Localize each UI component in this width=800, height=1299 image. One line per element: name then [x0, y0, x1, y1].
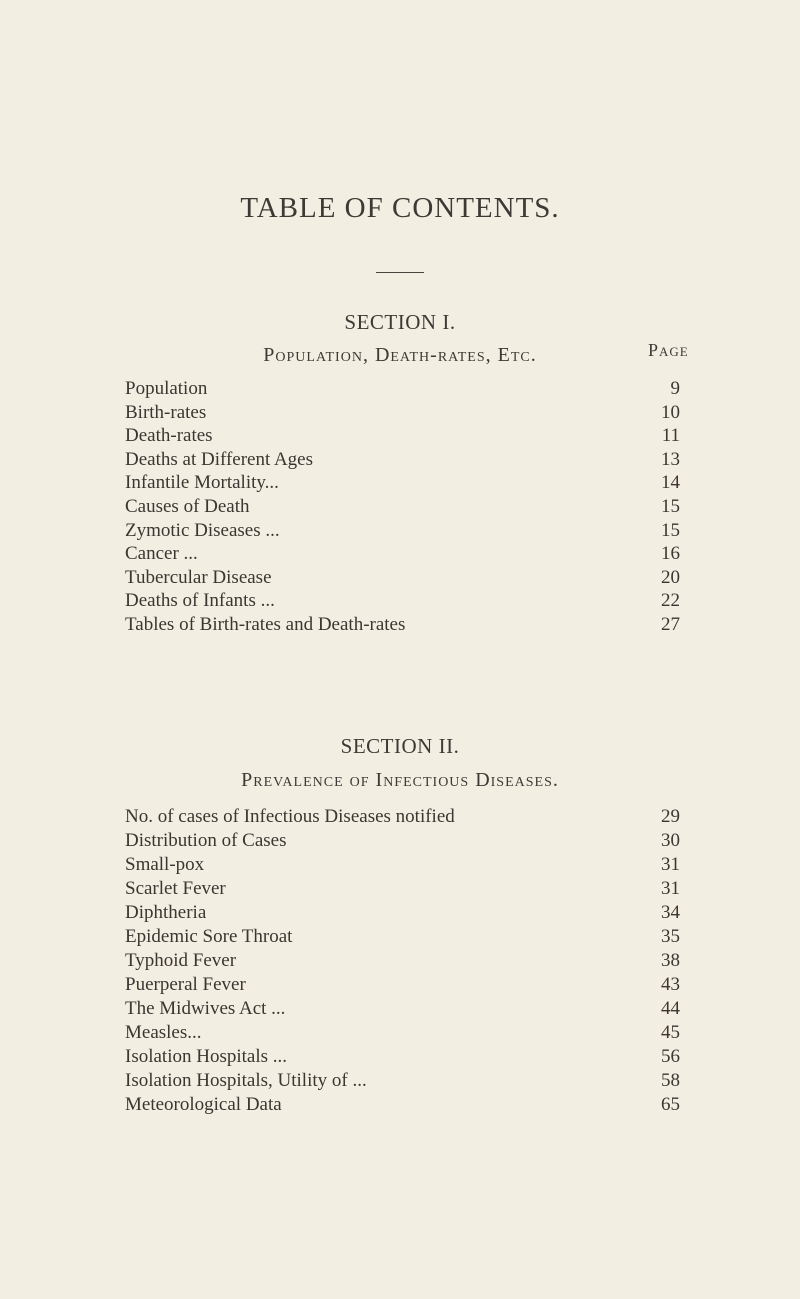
toc-entry [125, 829, 680, 853]
toc-entry-page: 20 [661, 566, 680, 588]
toc-entry-page: 15 [661, 519, 680, 541]
toc-entry-title: Birth-rates [125, 401, 207, 423]
section-1-subheading: Population, Death-rates, Etc. [263, 344, 537, 366]
section-1-heading: SECTION I. [344, 310, 456, 334]
toc-entry [125, 901, 680, 925]
toc-entry-page: 13 [661, 448, 680, 470]
page-title: TABLE OF CONTENTS. [240, 192, 560, 224]
toc-entry-page: 9 [670, 378, 680, 399]
toc-entry [125, 877, 680, 901]
toc-entry [125, 613, 680, 637]
toc-entry [125, 495, 680, 519]
toc-entry [125, 1045, 680, 1069]
toc-entry-page: 31 [661, 854, 680, 875]
toc-entry-title: Scarlet Fever [125, 878, 226, 899]
toc-entry-page: 16 [661, 543, 680, 565]
page-column-label: Page [648, 340, 689, 360]
toc-entry-title: Small-pox [125, 854, 205, 875]
toc-entry [125, 925, 680, 949]
toc-entry [125, 377, 680, 401]
toc-entry [125, 973, 680, 997]
toc-entry-page: 31 [661, 878, 680, 899]
toc-entry-page: 10 [661, 401, 680, 423]
toc-entry [125, 401, 680, 425]
toc-entry [125, 566, 680, 590]
section-2-heading: SECTION II. [340, 734, 460, 758]
toc-entry-title: Puerperal Fever [125, 974, 246, 995]
toc-entry-title: Infantile Mortality... [125, 472, 279, 494]
toc-entry-page: 58 [661, 1070, 680, 1091]
toc-entry-page: 29 [661, 806, 680, 827]
toc-entry-page: 65 [661, 1094, 680, 1115]
toc-entry-title: Tables of Birth-rates and Death-rates [125, 614, 406, 635]
toc-entry-title: Measles... [125, 1022, 202, 1043]
toc-entry-page: 35 [661, 926, 680, 947]
toc-entry-page: 15 [661, 496, 680, 517]
toc-entry-page: 44 [661, 998, 680, 1019]
toc-entry [125, 1093, 680, 1117]
title-divider [376, 272, 424, 273]
toc-entry [125, 589, 680, 613]
toc-entry-page: 22 [661, 590, 680, 612]
toc-entry-title: Isolation Hospitals ... [125, 1046, 288, 1067]
toc-entry [125, 805, 680, 829]
toc-entry-title: No. of cases of Infectious Diseases notified [125, 806, 455, 827]
toc-entry-title: Causes of Death [125, 496, 250, 517]
toc-entry [125, 1069, 680, 1093]
toc-entry-page: 14 [661, 472, 680, 494]
toc-entry [125, 853, 680, 877]
toc-entry-title: Population [125, 378, 208, 399]
toc-entry-page: 45 [661, 1022, 680, 1043]
toc-entry-title: Cancer ... [125, 543, 198, 565]
toc-entry-title: Diphtheria [125, 902, 207, 923]
toc-entry-title: Deaths at Different Ages [125, 448, 314, 470]
toc-entry [125, 949, 680, 973]
toc-entry-title: Typhoid Fever [125, 950, 237, 971]
toc-entry-title: Tubercular Disease [125, 566, 272, 588]
toc-entry [125, 448, 680, 472]
toc-entry-page: 56 [661, 1046, 680, 1067]
toc-entry-page: 27 [661, 614, 680, 635]
toc-entry [125, 542, 680, 566]
toc-entry [125, 471, 680, 495]
toc-entry-title: The Midwives Act ... [125, 998, 286, 1019]
toc-entry-page: 43 [661, 974, 680, 995]
toc-entry [125, 1021, 680, 1045]
toc-entry-title: Deaths of Infants ... [125, 590, 275, 612]
toc-entry-page: 11 [661, 425, 680, 447]
toc-entry-title: Distribution of Cases [125, 830, 287, 851]
section-2-subheading: Prevalence of Infectious Diseases. [241, 769, 559, 791]
toc-entry [125, 997, 680, 1021]
toc-entry-title: Zymotic Diseases ... [125, 519, 280, 541]
toc-entry-page: 38 [661, 950, 680, 971]
toc-entry-page: 30 [661, 830, 680, 851]
toc-entry [125, 519, 680, 543]
toc-entry-page: 34 [661, 902, 680, 923]
toc-entry-title: Epidemic Sore Throat [125, 926, 293, 947]
toc-entry-title: Death-rates [125, 425, 213, 447]
toc-entry [125, 424, 680, 448]
toc-entry-title: Meteorological Data [125, 1094, 282, 1115]
toc-entry-title: Isolation Hospitals, Utility of ... [125, 1070, 367, 1091]
